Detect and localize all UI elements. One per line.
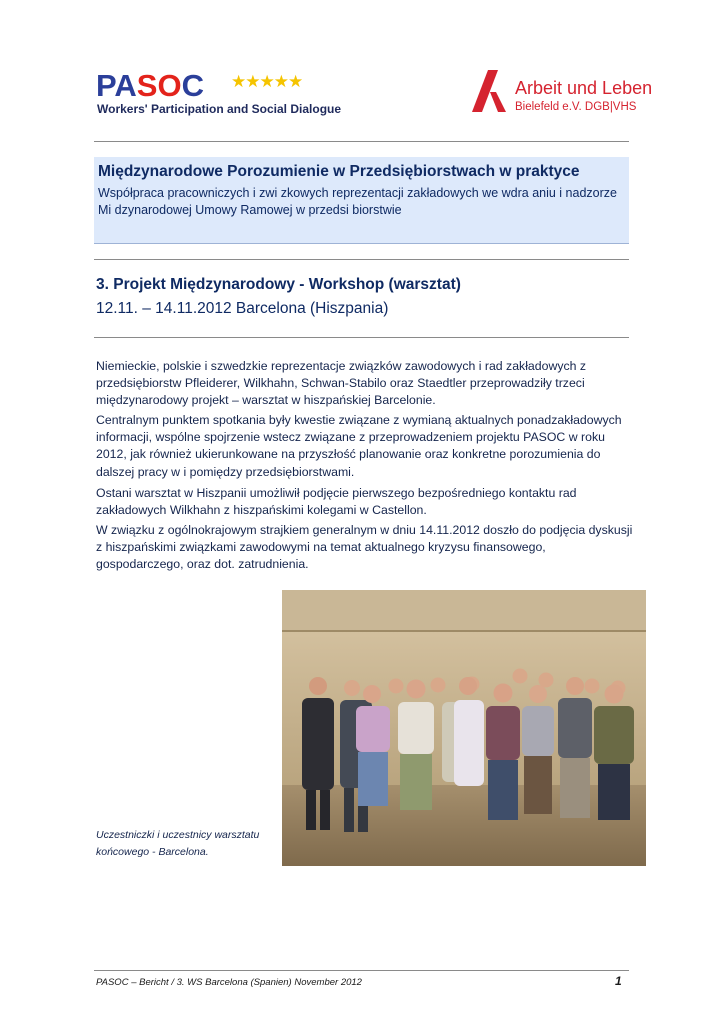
footer-text: PASOC – Bericht / 3. WS Barcelona (Spanien) November 2012 [96, 977, 362, 988]
document-title: Międzynarodowe Porozumienie w Przedsiębiorstwach w praktyce [98, 163, 580, 180]
pasoc-logo [96, 68, 342, 120]
pasoc-stars-icon: ★★★★★ [231, 72, 303, 91]
body-paragraph: W związku z ogólnokrajowym strajkiem generalnym w dniu 14.11.2012 doszło do podjęcia dyskusji z hiszpańskimi związkami zawodowymi na temat aktualnego kryzysu finansowego, gospodarczego, oraz dot. zatrudnienia. [96, 523, 633, 572]
body-paragraph: Ostani warsztat w Hiszpanii umożliwił podjęcie pierwszego bezpośredniego kontaktu rad zakładowych Wilkhahn z hiszpańskimi kolegami w Castellon. [96, 486, 577, 518]
section-heading: 3. Projekt Międzynarodowy - Workshop (warsztat) [96, 276, 461, 293]
document-subtitle: Współpraca pracowniczych i zwi zkowych reprezentacji zakładowych we wdra aniu i nadzorze Mi dzynarodowej Umowy Ramowej w przedsi biorstwie [98, 186, 617, 217]
section-divider [94, 337, 629, 338]
aul-subtitle: Bielefeld e.V. DGB|VHS [515, 101, 637, 113]
pasoc-wordmark: PASOC [96, 68, 204, 103]
body-paragraph: Centralnym punktem spotkania były kwestie związane z wymianą aktualnych ponadzakładowych informacji, wspólne spojrzenie wstecz związane z przeprowadzeniem projektu PASOC w roku 2012, jak również ukierunkowane na przyszłość planowanie oraz konkretne porozumienia do dalszej pracy w i pomiędzy przedsiębiorstwami. [96, 413, 622, 479]
pasoc-tagline: Workers' Participation and Social Dialogue [97, 102, 342, 116]
body-paragraph: Niemieckie, polskie i szwedzkie reprezentacje związków zawodowych i rad zakładowych z przedsiębiorstw Pfleiderer, Wilkhahn, Schwan-Stabilo oraz Staedtler przeprowadziły trzeci międzynarodowy projekt – warsztat w hiszpańskiej Barcelonie. [96, 359, 587, 408]
title-box [94, 157, 629, 244]
aul-a-mark-icon [468, 68, 508, 116]
header-divider [94, 141, 629, 142]
title-divider [94, 259, 629, 260]
group-photo [282, 590, 646, 866]
group-photo-image [282, 590, 646, 866]
photo-caption: Uczestniczki i uczestnicy warsztatu końcowego - Barcelona. [96, 829, 260, 858]
section-date: 12.11. – 14.11.2012 Barcelona (Hiszpania) [96, 300, 389, 317]
page-number: 1 [615, 974, 622, 988]
arbeit-und-leben-logo [468, 68, 653, 116]
aul-name: Arbeit und Leben [515, 78, 653, 98]
footer-divider [94, 970, 629, 971]
